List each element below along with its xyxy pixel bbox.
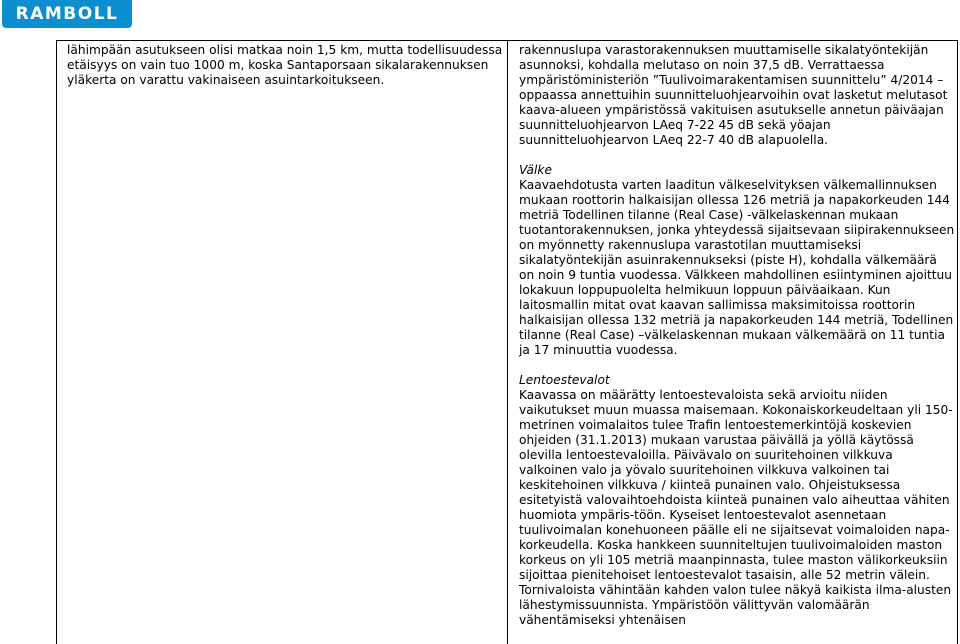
column-divider bbox=[507, 41, 508, 644]
flicker-heading: Välke bbox=[519, 163, 552, 177]
aviation-lights-heading: Lentoestevalot bbox=[519, 373, 610, 387]
aviation-lights-paragraph: Kaavassa on määrätty lentoestevaloista sekä arvioitu niiden vaikutukset muun muassa maisemaan. Kokonaiskorkeudeltaan yli 150-metrinen voimalaitos tulee Trafin lentoestemerkintöjä koskevien ohjeiden (31.1.2013) mukaan varustaa päivällä ja yöllä käytössä olevilla lentoestevaloilla. Päivävalo on suuritehoinen vilkkuva valkoinen valo ja yövalo suuritehoinen vilkkuva valkoinen tai keskitehoinen vilkkuva / kiinteä punainen valo. Ohjeistuksessa esitetyistä valovaihtoehdoista kiinteä punainen valo aiheuttaa vähiten huomiota ympäris-töön. Kyseiset lentoestevalot asennetaan tuulivoimalan konehuoneen päälle eli ne sijaitsevat voimaloiden napa-korkeudella. Koska hankkeen suunniteltujen tuulivoimaloiden maston korkeus on yli 105 metriä maanpinnasta, tulee maston välikorkeuksiin sijoittaa pienitehoiset lentoestevalot tasaisin, alle 52 metrin välein. Tornivaloista vähintään kahden valon tulee näkyä kaikista ilma-alusten lähestymissuunnista. Ympäristöön välittyvän valomäärän vähentämiseksi yhtenäisen bbox=[519, 388, 953, 627]
logo-text: RAMBOLL bbox=[15, 4, 119, 24]
left-column bbox=[67, 43, 503, 88]
ramboll-logo bbox=[2, 0, 132, 28]
left-paragraph: lähimpään asutukseen olisi matkaa noin 1,5 km, mutta todellisuudessa etäisyys on vain tuo 1000 m, koska Santaporsaan sikalarakennuksen yläkerta on varattu vakinaiseen asuintarkoitukseen. bbox=[67, 43, 503, 87]
right-column bbox=[519, 43, 955, 628]
document-table bbox=[56, 40, 958, 644]
noise-paragraph: rakennuslupa varastorakennuksen muuttamiselle sikalatyöntekijän asunnoksi, kohdalla melutaso on noin 37,5 dB. Verrattaessa ympäristöministeriön ”Tuulivoimarakentamisen suunnittelu” 4/2014 –oppaassa annettuihin suunnitteluohjearvoihin ovat lasketut melutasot kaava-alueen ympäristössä vakituisen asutukselle annetun päiväajan suunnitteluohjearvon LAeq 7-22 45 dB sekä yöajan suunnitteluohjearvon LAeq 22-7 40 dB alapuolella. bbox=[519, 43, 948, 147]
flicker-paragraph: Kaavaehdotusta varten laaditun välkeselvityksen välkemallinnuksen mukaan roottorin halkaisijan ollessa 126 metriä ja napakorkeuden 144 metriä Todellinen tilanne (Real Case) -välkelaskennan mukaan tuotantorakennuksen, jonka yhteydessä sijaitsevaan siipirakennukseen on myönnetty rakennuslupa varastotilan muuttamiseksi sikalatyöntekijän asuinrakennukseksi (piste H), kohdalla välkemäärä on noin 9 tuntia vuodessa. Välkkeen mahdollinen esiintyminen ajoittuu lokakuun loppupuolelta helmikuun loppuun päiväaikaan. Kun laitosmallin mitat ovat kaavan sallimissa maksimitoissa roottorin halkaisijan ollessa 132 metriä ja napakorkeuden 144 metriä, Todellinen tilanne (Real Case) –välkelaskennan mukaan välkemäärä on 11 tuntia ja 17 minuuttia vuodessa. bbox=[519, 178, 955, 357]
